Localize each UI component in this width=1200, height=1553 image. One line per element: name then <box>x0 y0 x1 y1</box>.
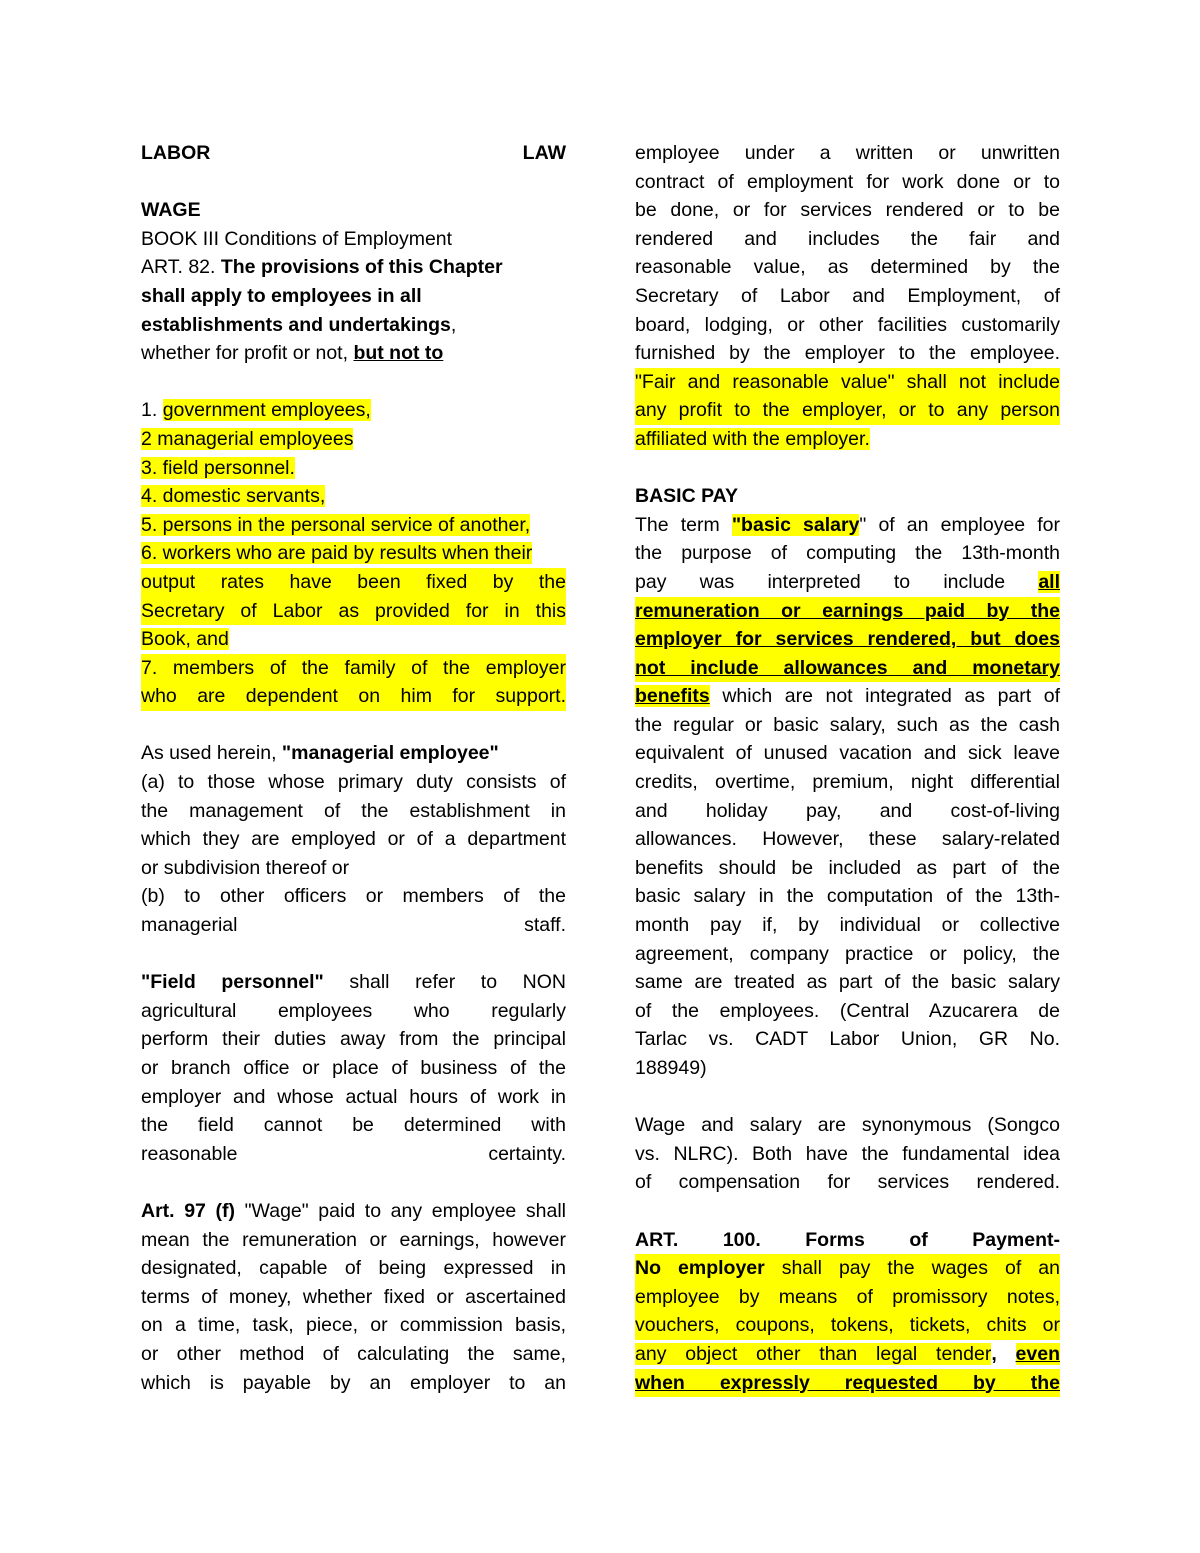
but-not-to: but not to <box>353 342 444 365</box>
wage-def-text: reasonable value, as determined by the <box>635 256 1060 279</box>
basic-pay-text: benefits should be included as part of the <box>635 856 1060 879</box>
document-title <box>141 139 566 168</box>
basic-pay-text: agreement, company practice or policy, the <box>635 942 1060 965</box>
art97-text: on a time, task, piece, or commission basis, <box>141 1314 566 1337</box>
basic-pay-text: same are treated as part of the basic salary <box>635 971 1060 994</box>
exclusion-item-1: 1. government employees, <box>141 399 371 422</box>
art82-line-4: whether for profit or not, but not to <box>141 342 444 365</box>
exclusion-item-3: 3. field personnel. <box>141 456 295 479</box>
basic-pay-text: basic salary in the computation of the 13th- <box>635 885 1060 908</box>
exclusion-item-2: 2 managerial employees <box>141 427 354 450</box>
managerial-a: which they are employed or of a department <box>141 828 566 851</box>
basic-pay-text: The term "basic salary" of an employee for <box>635 513 1061 536</box>
art100-text: employee by means of promissory notes, <box>635 1283 1060 1312</box>
basic-pay-text: 188949) <box>635 1057 707 1079</box>
art82-line-3: establishments and undertakings, <box>141 313 457 336</box>
basic-pay-text: month pay if, by individual or collective <box>635 914 1060 937</box>
art97-heading: Art. 97 (f) "Wage" paid to any employee shall <box>141 1199 566 1222</box>
art100-text: No employer shall pay the wages of an <box>635 1254 1060 1283</box>
exclusion-item-4: 4. domestic servants, <box>141 485 326 508</box>
field-personnel-text: reasonable certainty. <box>141 1142 566 1165</box>
managerial-a: (a) to those whose primary duty consists of <box>141 771 566 794</box>
field-personnel-text: employer and whose actual hours of work in <box>141 1085 566 1108</box>
managerial-a: or subdivision thereof or <box>141 856 350 879</box>
managerial-a: the management of the establishment in <box>141 799 566 822</box>
art100-text: vouchers, coupons, tokens, tickets, chits or <box>635 1311 1060 1340</box>
wage-salary-text: vs. NLRC). Both have the fundamental idea <box>635 1142 1060 1165</box>
basic-pay-text: equivalent of unused vacation and sick leave <box>635 742 1060 765</box>
art97-text: or other method of calculating the same, <box>141 1342 566 1365</box>
wage-def-text: be done, or for services rendered or to be <box>635 199 1060 222</box>
exclusion-item-7-cont: who are dependent on him for support. <box>141 682 566 711</box>
managerial-b: managerial staff. <box>141 914 566 937</box>
basic-pay-emphasis: remuneration or earnings paid by the <box>635 597 1060 626</box>
art82-line-2: shall apply to employees in all <box>141 284 422 307</box>
basic-pay-emphasis: employer for services rendered, but does <box>635 625 1060 654</box>
wage-def-text: furnished by the employer to the employee. <box>635 342 1060 365</box>
exclusion-item-6-cont: Secretary of Labor as provided for in this <box>141 597 566 626</box>
basic-pay-text: and holiday pay, and cost-of-living <box>635 799 1060 822</box>
basic-pay-text: credits, overtime, premium, night differential <box>635 771 1060 794</box>
wage-def-text: employee under a written or unwritten <box>635 142 1060 164</box>
art82-line-1: ART. 82. The provisions of this Chapter <box>141 256 503 279</box>
exclusion-item-6-cont: output rates have been fixed by the <box>141 568 566 597</box>
fair-value-text: any profit to the employer, or to any person <box>635 396 1060 425</box>
basic-pay-text: pay was interpreted to include all <box>635 570 1060 593</box>
basic-pay-text: Tarlac vs. CADT Labor Union, GR No. <box>635 1028 1060 1051</box>
title-word-labor: LABOR <box>141 142 211 164</box>
book-line: BOOK III Conditions of Employment <box>141 227 453 250</box>
exclusion-item-5: 5. persons in the personal service of another, <box>141 513 531 536</box>
basic-pay-emphasis: not include allowances and monetary <box>635 654 1060 683</box>
art100-heading: ART. 100. Forms of Payment- <box>635 1228 1060 1251</box>
exclusion-item-6: 6. workers who are paid by results when their <box>141 542 533 565</box>
art97-text: which is payable by an employer to an <box>141 1371 566 1394</box>
art100-emphasis: when expressly requested by the <box>635 1369 1060 1398</box>
field-personnel-text: agricultural employees who regularly <box>141 999 566 1022</box>
fair-value-text: affiliated with the employer. <box>635 427 870 450</box>
wage-heading: WAGE <box>141 199 201 222</box>
basic-pay-text: of the employees. (Central Azucarera de <box>635 999 1060 1022</box>
basic-pay-text: the purpose of computing the 13th-month <box>635 542 1060 565</box>
wage-def-text: Secretary of Labor and Employment, of <box>635 284 1060 307</box>
wage-def-text: rendered and includes the fair and <box>635 227 1060 250</box>
art97-text: terms of money, whether fixed or ascertained <box>141 1285 566 1308</box>
art100-text: any object other than legal tender, even <box>635 1342 1060 1365</box>
wage-def-text: board, lodging, or other facilities customarily <box>635 313 1060 336</box>
art97-text: mean the remuneration or earnings, however <box>141 1228 566 1251</box>
wage-salary-text: Wage and salary are synonymous (Songco <box>635 1114 1060 1137</box>
art97-text: designated, capable of being expressed in <box>141 1257 566 1280</box>
exclusion-item-7: 7. members of the family of the employer <box>141 654 566 683</box>
fair-value-text: "Fair and reasonable value" shall not include <box>635 368 1060 397</box>
title-word-law: LAW <box>522 142 566 164</box>
field-personnel-text: perform their duties away from the principal <box>141 1028 566 1051</box>
basic-pay-text: benefits which are not integrated as part of <box>635 685 1060 708</box>
left-column <box>141 139 566 1397</box>
right-column <box>635 139 1060 1397</box>
wage-def-text: contract of employment for work done or to <box>635 170 1060 193</box>
basic-pay-text: the regular or basic salary, such as the cash <box>635 713 1060 736</box>
exclusion-item-6-cont: Book, and <box>141 628 229 651</box>
basic-pay-heading: BASIC PAY <box>635 485 738 508</box>
wage-salary-text: of compensation for services rendered. <box>635 1171 1060 1194</box>
field-personnel-text: or branch office or place of business of the <box>141 1057 566 1079</box>
field-personnel-definition: "Field personnel" shall refer to NON <box>141 971 566 994</box>
managerial-definition: As used herein, "managerial employee" <box>141 742 499 765</box>
managerial-b: (b) to other officers or members of the <box>141 885 566 908</box>
basic-pay-text: allowances. However, these salary-related <box>635 828 1060 851</box>
field-personnel-text: the field cannot be determined with <box>141 1114 566 1137</box>
